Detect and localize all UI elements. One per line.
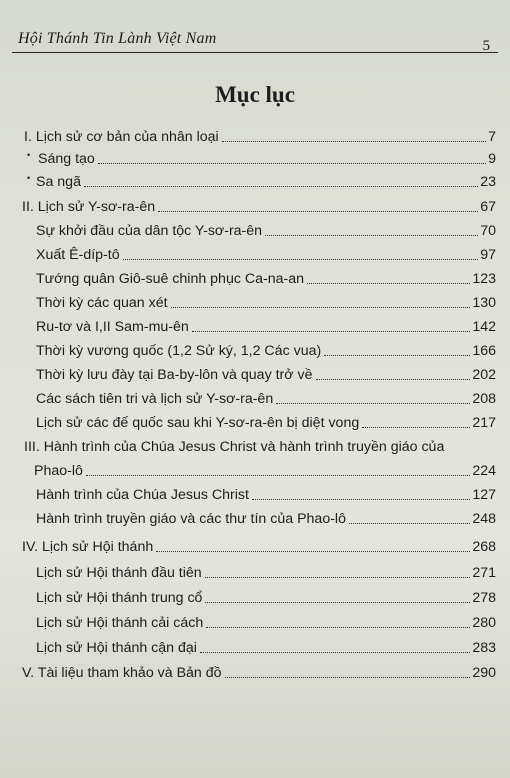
entry-page-number: 202 bbox=[472, 367, 496, 383]
toc-entry bbox=[36, 614, 496, 632]
entry-title: Thời kỳ vương quốc (1,2 Sử ký, 1,2 Các vua) bbox=[36, 343, 322, 359]
entry-page-number: 67 bbox=[480, 199, 496, 215]
toc-entry bbox=[36, 589, 496, 607]
entry-page-number: 142 bbox=[472, 319, 496, 335]
toc-entry bbox=[36, 342, 496, 360]
running-title: Hội Thánh Tin Lành Việt Nam bbox=[18, 30, 217, 47]
dot-leader bbox=[265, 235, 478, 236]
toc-entry bbox=[22, 538, 496, 556]
entry-page-number: 23 bbox=[480, 174, 496, 190]
entry-title: Sa ngã bbox=[36, 174, 81, 190]
toc-entry bbox=[38, 150, 496, 168]
dot-leader bbox=[222, 141, 486, 142]
entry-title: V. Tài liệu tham khảo và Bản đồ bbox=[22, 665, 222, 681]
dot-leader bbox=[252, 499, 470, 500]
toc-entry bbox=[34, 462, 496, 480]
entry-title: Thời kỳ các quan xét bbox=[36, 295, 168, 311]
entry-page-number: 130 bbox=[472, 295, 496, 311]
entry-page-number: 224 bbox=[472, 463, 496, 479]
dot-leader bbox=[324, 355, 470, 356]
entry-title: Các sách tiên tri và lịch sử Y-sơ-ra-ên bbox=[36, 391, 274, 407]
toc-entry bbox=[36, 486, 496, 504]
entry-title: Ru-tơ và I,II Sam-mu-ên bbox=[36, 319, 189, 335]
entry-page-number: 7 bbox=[488, 129, 496, 145]
dot-leader bbox=[362, 427, 470, 428]
toc-entry bbox=[36, 246, 496, 264]
dot-leader bbox=[123, 259, 479, 260]
entry-title: Lịch sử Hội thánh đầu tiên bbox=[36, 565, 202, 581]
entry-title: I. Lịch sử cơ bản của nhân loại bbox=[24, 129, 219, 145]
entry-title: Sáng tạo bbox=[38, 151, 95, 167]
entry-page-number: 70 bbox=[480, 223, 496, 239]
entry-page-number: 278 bbox=[472, 590, 496, 606]
dot-leader bbox=[200, 652, 470, 653]
entry-title: Thời kỳ lưu đày tại Ba-by-lôn và quay trở về bbox=[36, 367, 313, 383]
toc-entry bbox=[36, 294, 496, 312]
toc-entry bbox=[36, 222, 496, 240]
toc-entry bbox=[36, 390, 496, 408]
dot-leader bbox=[349, 523, 470, 524]
toc-entry bbox=[36, 270, 496, 288]
bullet: • bbox=[27, 173, 31, 183]
entry-title: Lịch sử Hội thánh cận đại bbox=[36, 640, 197, 656]
toc-entry bbox=[36, 414, 496, 432]
entry-page-number: 268 bbox=[472, 539, 496, 555]
dot-leader bbox=[205, 602, 470, 603]
toc-entry bbox=[36, 173, 496, 191]
dot-leader bbox=[307, 283, 470, 284]
toc-entry bbox=[36, 639, 496, 657]
entry-title: Tướng quân Giô-suê chinh phục Ca-na-an bbox=[36, 271, 305, 287]
dot-leader bbox=[171, 307, 471, 308]
entry-page-number: 280 bbox=[472, 615, 496, 631]
entry-title: Lịch sử Hội thánh cải cách bbox=[36, 615, 204, 631]
entry-title: Phao-lô bbox=[34, 463, 83, 479]
entry-page-number: 271 bbox=[472, 565, 496, 581]
entry-title: IV. Lịch sử Hội thánh bbox=[22, 539, 154, 555]
dot-leader bbox=[192, 331, 471, 332]
entry-page-number: 208 bbox=[472, 391, 496, 407]
toc-heading: Mục lục bbox=[215, 82, 295, 107]
entry-page-number: 123 bbox=[472, 271, 496, 287]
toc-entry bbox=[22, 198, 496, 216]
entry-page-number: 248 bbox=[472, 511, 496, 527]
entry-title: Hành trình truyền giáo và các thư tín của Phao-lô bbox=[36, 511, 346, 527]
toc-entry bbox=[36, 510, 496, 528]
toc-entry bbox=[36, 564, 496, 582]
entry-page-number: 97 bbox=[480, 247, 496, 263]
entry-title: Xuất Ê-díp-tô bbox=[36, 247, 120, 263]
toc-entry bbox=[36, 366, 496, 384]
entry-title: II. Lịch sử Y-sơ-ra-ên bbox=[22, 199, 156, 215]
dot-leader bbox=[98, 163, 486, 164]
dot-leader bbox=[84, 186, 478, 187]
toc-entry bbox=[24, 128, 496, 146]
entry-title: Lịch sử Hội thánh trung cổ bbox=[36, 590, 203, 606]
dot-leader bbox=[156, 551, 470, 552]
dot-leader bbox=[276, 403, 470, 404]
entry-page-number: 217 bbox=[472, 415, 496, 431]
page-number: 5 bbox=[482, 38, 490, 54]
entry-page-number: 9 bbox=[488, 151, 496, 167]
dot-leader bbox=[225, 677, 471, 678]
dot-leader bbox=[205, 577, 471, 578]
entry-title: Hành trình của Chúa Jesus Christ bbox=[36, 487, 249, 503]
dot-leader bbox=[206, 627, 470, 628]
entry-page-number: 127 bbox=[472, 487, 496, 503]
entry-title: Lịch sử các đế quốc sau khi Y-sơ-ra-ên bị diệt vong bbox=[36, 415, 360, 431]
entry-page-number: 166 bbox=[472, 343, 496, 359]
entry-page-number: 283 bbox=[472, 640, 496, 656]
bullet: • bbox=[27, 150, 31, 160]
entry-page-number: 290 bbox=[472, 665, 496, 681]
dot-leader bbox=[316, 379, 471, 380]
toc-entry bbox=[22, 664, 496, 682]
dot-leader bbox=[158, 211, 478, 212]
toc-entry-line: III. Hành trình của Chúa Jesus Christ và hành trình truyền giáo của bbox=[24, 439, 445, 455]
toc-entry bbox=[36, 318, 496, 336]
entry-title: Sự khởi đầu của dân tộc Y-sơ-ra-ên bbox=[36, 223, 263, 239]
dot-leader bbox=[86, 475, 470, 476]
